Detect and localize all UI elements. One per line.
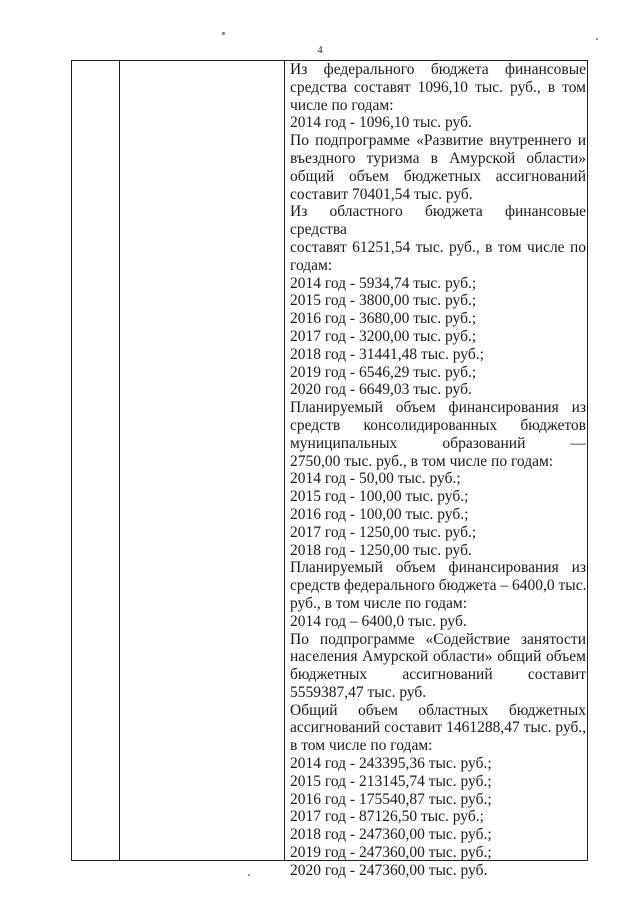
table-text-line: 2018 год - 1250,00 тыс. руб. <box>290 541 472 559</box>
table-text-line: 2017 год - 87126,50 тыс. руб.; <box>290 808 484 826</box>
table-text-line: 5559387,47 тыс. руб. <box>290 683 427 701</box>
table-text-line: По подпрограмме «Содействие занятости <box>290 630 586 648</box>
table-text-line: 2016 год - 100,00 тыс. руб.; <box>290 505 469 523</box>
table-text-line: 2014 год - 50,00 тыс. руб.; <box>290 470 461 488</box>
table-text-line: 2018 год - 31441,48 тыс. руб.; <box>290 345 484 363</box>
table-text-line: 2016 год - 3680,00 тыс. руб.; <box>290 310 477 328</box>
table-text-line: 2018 год - 247360,00 тыс. руб.; <box>290 826 492 844</box>
table-text-line: бюджетных ассигнований составит <box>290 666 586 684</box>
table-text-line: ассигнований составит 1461288,47 тыс. руб., <box>290 719 586 737</box>
table-text-line: 2014 год – 6400,0 тыс. руб. <box>290 612 467 630</box>
budget-text-cell <box>290 61 586 880</box>
table-text-line: 2017 год - 1250,00 тыс. руб.; <box>290 523 477 541</box>
table-text-line: 2014 год - 243395,36 тыс. руб.; <box>290 755 492 773</box>
table-text-line: 2014 год - 1096,10 тыс. руб. <box>290 114 472 132</box>
table-text-line: средств консолидированных бюджетов <box>290 416 586 434</box>
table-text-line: 2014 год - 5934,74 тыс. руб.; <box>290 274 477 292</box>
table-text-line: населения Амурской области» общий объем <box>290 648 586 666</box>
table-text-line: въездного туризма в Амурской области» <box>290 149 586 167</box>
table-text-line: 2016 год - 175540,87 тыс. руб.; <box>290 790 492 808</box>
table-text-line: Планируемый объем финансирования из <box>290 559 586 577</box>
table-text-line: 2017 год - 3200,00 тыс. руб.; <box>290 327 477 345</box>
scan-speck <box>596 38 598 40</box>
table-text-line: По подпрограмме «Развитие внутреннего и <box>290 132 586 150</box>
column-divider-1 <box>119 61 120 860</box>
table-text-line: средства <box>290 221 347 239</box>
table-text-line: Из федерального бюджета финансовые <box>290 61 586 78</box>
table-text-line: составит 70401,54 тыс. руб. <box>290 185 473 203</box>
table-text-line: Общий объем областных бюджетных <box>290 701 586 719</box>
table-text-line: средств федерального бюджета – 6400,0 тыс. <box>290 577 586 595</box>
table-text-line: в том числе по годам: <box>290 737 433 755</box>
table-text-line: годам: <box>290 256 333 274</box>
table-text-line: числе по годам: <box>290 96 394 114</box>
column-divider-2 <box>284 61 285 860</box>
page-number: 4 <box>317 44 323 56</box>
budget-table <box>71 60 588 879</box>
table-text-line: 2750,00 тыс. руб., в том числе по годам: <box>290 452 554 470</box>
table-text-line: муниципальных образований — <box>290 434 586 452</box>
table-text-line: Из областного бюджета финансовые <box>290 203 586 221</box>
table-text-line: 2015 год - 3800,00 тыс. руб.; <box>290 292 477 310</box>
table-text-line: средства составят 1096,10 тыс. руб., в том <box>290 78 586 96</box>
table-text-line: 2020 год - 6649,03 тыс. руб. <box>290 381 472 399</box>
table-text-line: руб., в том числе по годам: <box>290 594 468 612</box>
table-text-line: 2015 год - 213145,74 тыс. руб.; <box>290 772 492 790</box>
table-text-line: 2019 год - 247360,00 тыс. руб.; <box>290 844 492 862</box>
scan-speck <box>248 874 250 876</box>
table-text-line: 2020 год - 247360,00 тыс. руб. <box>290 861 488 879</box>
table-text-line: составят 61251,54 тыс. руб., в том числе по <box>290 238 586 256</box>
table-text-line: 2015 год - 100,00 тыс. руб.; <box>290 488 469 506</box>
table-text-line: Планируемый объем финансирования из <box>290 399 586 417</box>
scan-speck <box>222 32 225 35</box>
table-text-line: 2019 год - 6546,29 тыс. руб.; <box>290 363 477 381</box>
table-text-line: общий объем бюджетных ассигнований <box>290 167 586 185</box>
